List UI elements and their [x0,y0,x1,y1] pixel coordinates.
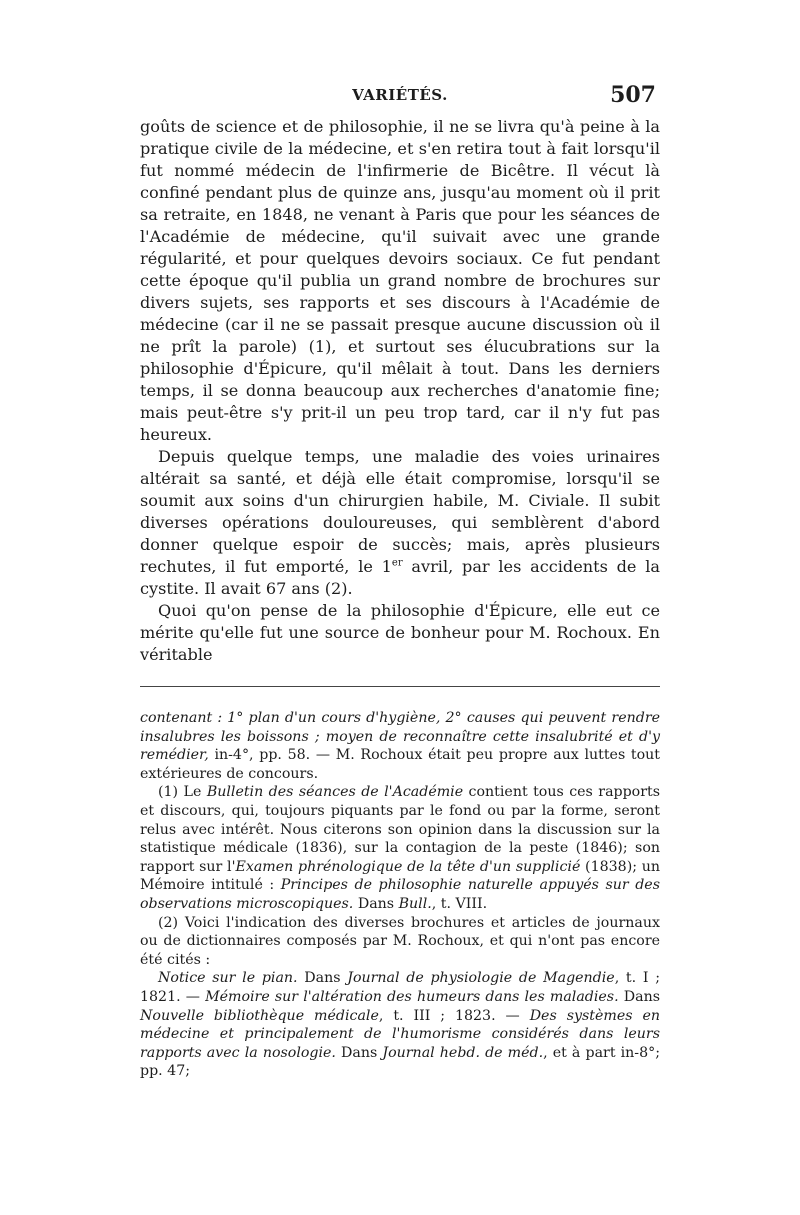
footnote-1-part: contient tous ces rapports et discours, qui, toujours piquants par le fond ou par la forme, seront relus avec intérêt. Nous citerons son opinion dans la discussion sur la statistique médicale (1836), sur la contagion de la peste (1846); son rapport sur l' [140,784,660,875]
footnote-divider [140,686,660,687]
footnote-1-title: Examen phrénologique de la tête d'un supplicié [235,858,581,875]
bibliography-title: Journal de physiologie de Magendie [347,970,615,987]
bibliography-part: , t. III ; 1823. — [378,1007,530,1024]
bibliography-part: , t. I ; 1821. — [140,970,660,1005]
footnote-1 [140,783,660,913]
footnote-2: (2) Voici l'indication des diverses brochures et articles de journaux ou de dictionnaires composés par M. Rochoux, et qui n'ont pas encore été cités : [140,914,660,968]
footnote-1-part: (1838); un Mémoire intitulé : [140,858,660,894]
paragraph-1: goûts de science et de philosophie, il ne se livra qu'à peine à la pratique civile de la médecine, et s'en retira tout à fait lorsqu'il fut nommé médecin de l'infirmerie de Bicêtre. Il vécut là confiné pendant plus de quinze ans, jusqu'au moment où il prit sa retraite, en 1848, ne venant à Paris que pour les séances de l'Académie de médecine, qu'il suivait avec une grande régularité, et pour quelques devoirs sociaux. Ce fut pendant cette époque qu'il publia un grand nombre de brochures sur divers sujets, ses rapports et ses discours à l'Académie de médecine (car il ne se passait presque aucune discussion où il ne prît la parole) (1), et surtout ses élucubrations sur la philosophie d'Épicure, qu'il mêlait à tout. Dans les derniers temps, il se donna beaucoup aux recherches d'anatomie fine; mais peut-être s'y prit-il un peu trop tard, car il n'y fut pas heureux. [140,117,660,444]
footnotes [140,709,660,1081]
bibliography-part: Dans [618,988,661,1005]
running-head [140,82,660,110]
footnote-1-title: Bulletin des séances de l'Académie [206,784,464,801]
paragraph-3: Quoi qu'on pense de la philosophie d'Épicure, elle eut ce mérite qu'elle fut une source de bonheur pour M. Rochoux. En véritable [140,601,660,664]
paragraph-2 [140,446,660,600]
footnote-continuation-italic: contenant : 1° plan d'un cours d'hygiène, 2° causes qui peuvent rendre insalubres les boissons ; moyen de reconnaître cette insalubrité et d'y remédier, [140,710,660,764]
footnote-1-title: Principes de philosophie naturelle appuyés sur des observations microscopiques. [140,877,660,912]
bibliography-title: Journal hebd. de méd. [382,1044,544,1061]
bibliography-title: Mémoire sur l'altération des humeurs dans les maladies. [205,988,619,1005]
bibliography-title: Notice sur le pian. [158,970,298,987]
footnote-1-part: (1) Le [158,784,207,801]
footnote-1-part: Dans [353,895,399,912]
bibliography-entries [140,969,660,1081]
footnote-1-part: , t. VIII. [431,895,488,912]
footnote-1-title: Bull. [398,895,432,912]
main-text [140,116,660,666]
bibliography-part: Dans [297,970,348,987]
footnote-continuation-text: in-4°, pp. 58. — M. Rochoux était peu propre aux luttes tout extérieures de concours. [140,747,660,782]
bibliography-title: Des systèmes en médecine et principalement de l'humorisme considérés dans leurs rapports avec la nosologie. [140,1007,660,1061]
page-number: 507 [610,82,656,108]
running-title: VARIÉTÉS. [352,86,448,104]
footnote-continuation [140,709,660,783]
ordinal-superscript: er [391,557,403,569]
bibliography-part: Dans [335,1044,383,1061]
paragraph-2-text-b: avril, par les accidents de la cystite. Il avait 67 ans (2). [140,557,661,598]
paragraph-2-text-a: Depuis quelque temps, une maladie des voies urinaires altérait sa santé, et déjà elle était compromise, lorsqu'il se soumit aux soins d'un chirurgien habile, M. Civiale. Il subit diverses opérations douloureuses, qui semblèrent d'abord donner quelque espoir de succès; mais, après plusieurs rechutes, il fut emporté, le 1 [140,447,660,576]
bibliography-title: Nouvelle bibliothèque médicale [140,1007,379,1024]
bibliography-part: , et à part in-8°; pp. 47; [140,1044,660,1080]
book-page [140,82,660,1081]
